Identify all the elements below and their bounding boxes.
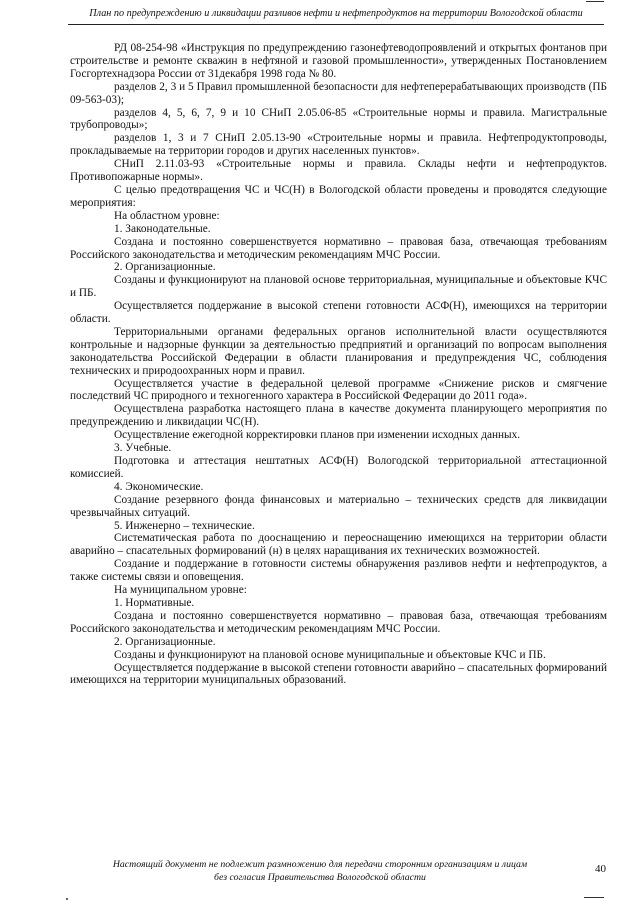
paragraph: Систематическая работа по дооснащению и переоснащению имеющихся на территории области аварийно – спасательных формирований (н) в целях наращивания их технических возможностей. — [70, 532, 607, 558]
paragraph: Осуществляется поддержание в высокой степени готовности аварийно – спасательных формирований имеющихся на территории муниципальных образований. — [70, 661, 607, 687]
document-body — [70, 42, 607, 687]
page-header: План по предупреждению и ликвидации разливов нефти и нефтепродуктов на территории Вологодской области — [89, 8, 583, 19]
paragraph: Создание резервного фонда финансовых и материально – технических средств для ликвидации чрезвычайных ситуаций. — [70, 493, 607, 519]
paragraph: Создание и поддержание в готовности системы обнаружения разливов нефти и нефтепродуктов, а также системы связи и оповещения. — [70, 558, 607, 584]
subsection-heading: 4. Экономические. — [114, 480, 204, 493]
paragraph: Осуществляется участие в федеральной целевой программе «Снижение рисков и смягчение последствий ЧС природного и техногенного характера в Российской Федерации до 2011 года». — [70, 377, 607, 403]
header-divider — [68, 24, 604, 25]
paragraph: Подготовка и аттестация нештатных АСФ(Н) Вологодской территориальной аттестационной комиссией. — [70, 455, 607, 480]
subsection-heading: 1. Законодательные. — [114, 222, 211, 235]
footer-notice-line: без согласия Правительства Вологодской области — [214, 871, 426, 883]
paragraph: Территориальными органами федеральных органов исполнительной власти осуществляются контрольные и надзорные функции за деятельностью предприятий и организаций по вопросам выполнения законодательства Российской Федерации в области планирования и предупреждения ЧС, соблюдения технических и природоохранных норм и правил. — [70, 325, 607, 377]
paragraph: Осуществляется поддержание в высокой степени готовности АСФ(Н), имеющихся на территории области. — [70, 300, 607, 326]
paragraph: Созданы и функционируют на плановой основе территориальная, муниципальные и объектовые КЧС и ПБ. — [70, 274, 607, 300]
subsection-heading: 2. Организационные. — [114, 261, 216, 274]
page-number: 40 — [595, 863, 606, 875]
subsection-heading: 1. Нормативные. — [114, 596, 195, 609]
section-heading: На муниципальном уровне: — [114, 584, 247, 597]
subsection-heading: 2. Организационные. — [114, 635, 216, 648]
paragraph: РД 08-254-98 «Инструкция по предупреждению газонефтеводопроявлений и открытых фонтанов при строительстве и ремонте скважин в нефтяной и газовой промышленности», утвержденных Постановлением Госгортехнадзора России от 31декабря 1998 года № 80. — [70, 42, 607, 80]
paragraph: разделов 2, 3 и 5 Правил промышленной безопасности для нефтеперерабатывающих производств (ПБ 09-563-03); — [70, 80, 607, 106]
footer-mark — [584, 897, 604, 898]
paragraph: Создана и постоянно совершенствуется нормативно – правовая база, отвечающая требованиям Российского законодательства и методическим рекомендациям МЧС России. — [70, 235, 607, 261]
paragraph: разделов 1, 3 и 7 СНиП 2.05.13-90 «Строительные нормы и правила. Нефтепродуктопроводы, прокладываемые на территории городов и других населенных пунктов». — [70, 132, 607, 158]
scan-dot — [66, 898, 68, 900]
subsection-heading: 3. Учебные. — [114, 442, 172, 455]
paragraph: Осуществлена разработка настоящего плана в качестве документа планирующего мероприятия по предупреждению и ликвидации ЧС(Н). — [70, 403, 607, 429]
section-heading: На областном уровне: — [114, 209, 220, 222]
corner-mark — [586, 1, 604, 2]
paragraph: разделов 4, 5, 6, 7, 9 и 10 СНиП 2.05.06-85 «Строительные нормы и правила. Магистральные трубопроводы»; — [70, 106, 607, 132]
paragraph: Созданы и функционируют на плановой основе муниципальные и объектовые КЧС и ПБ. — [114, 648, 546, 661]
footer-notice — [70, 859, 570, 884]
paragraph: Создана и постоянно совершенствуется нормативно – правовая база, отвечающая требованиям Российского законодательства и методическим рекомендациям МЧС России. — [70, 609, 607, 635]
paragraph: Осуществление ежегодной корректировки планов при изменении исходных данных. — [114, 429, 521, 442]
paragraph: СНиП 2.11.03-93 «Строительные нормы и правила. Склады нефти и нефтепродуктов. Противопожарные нормы». — [70, 158, 607, 184]
paragraph: С целью предотвращения ЧС и ЧС(Н) в Вологодской области проведены и проводятся следующие мероприятия: — [70, 183, 607, 209]
footer-notice-line: Настоящий документ не подлежит размножению для передачи сторонним организациям и лицам — [112, 859, 528, 870]
subsection-heading: 5. Инженерно – технические. — [114, 519, 255, 532]
